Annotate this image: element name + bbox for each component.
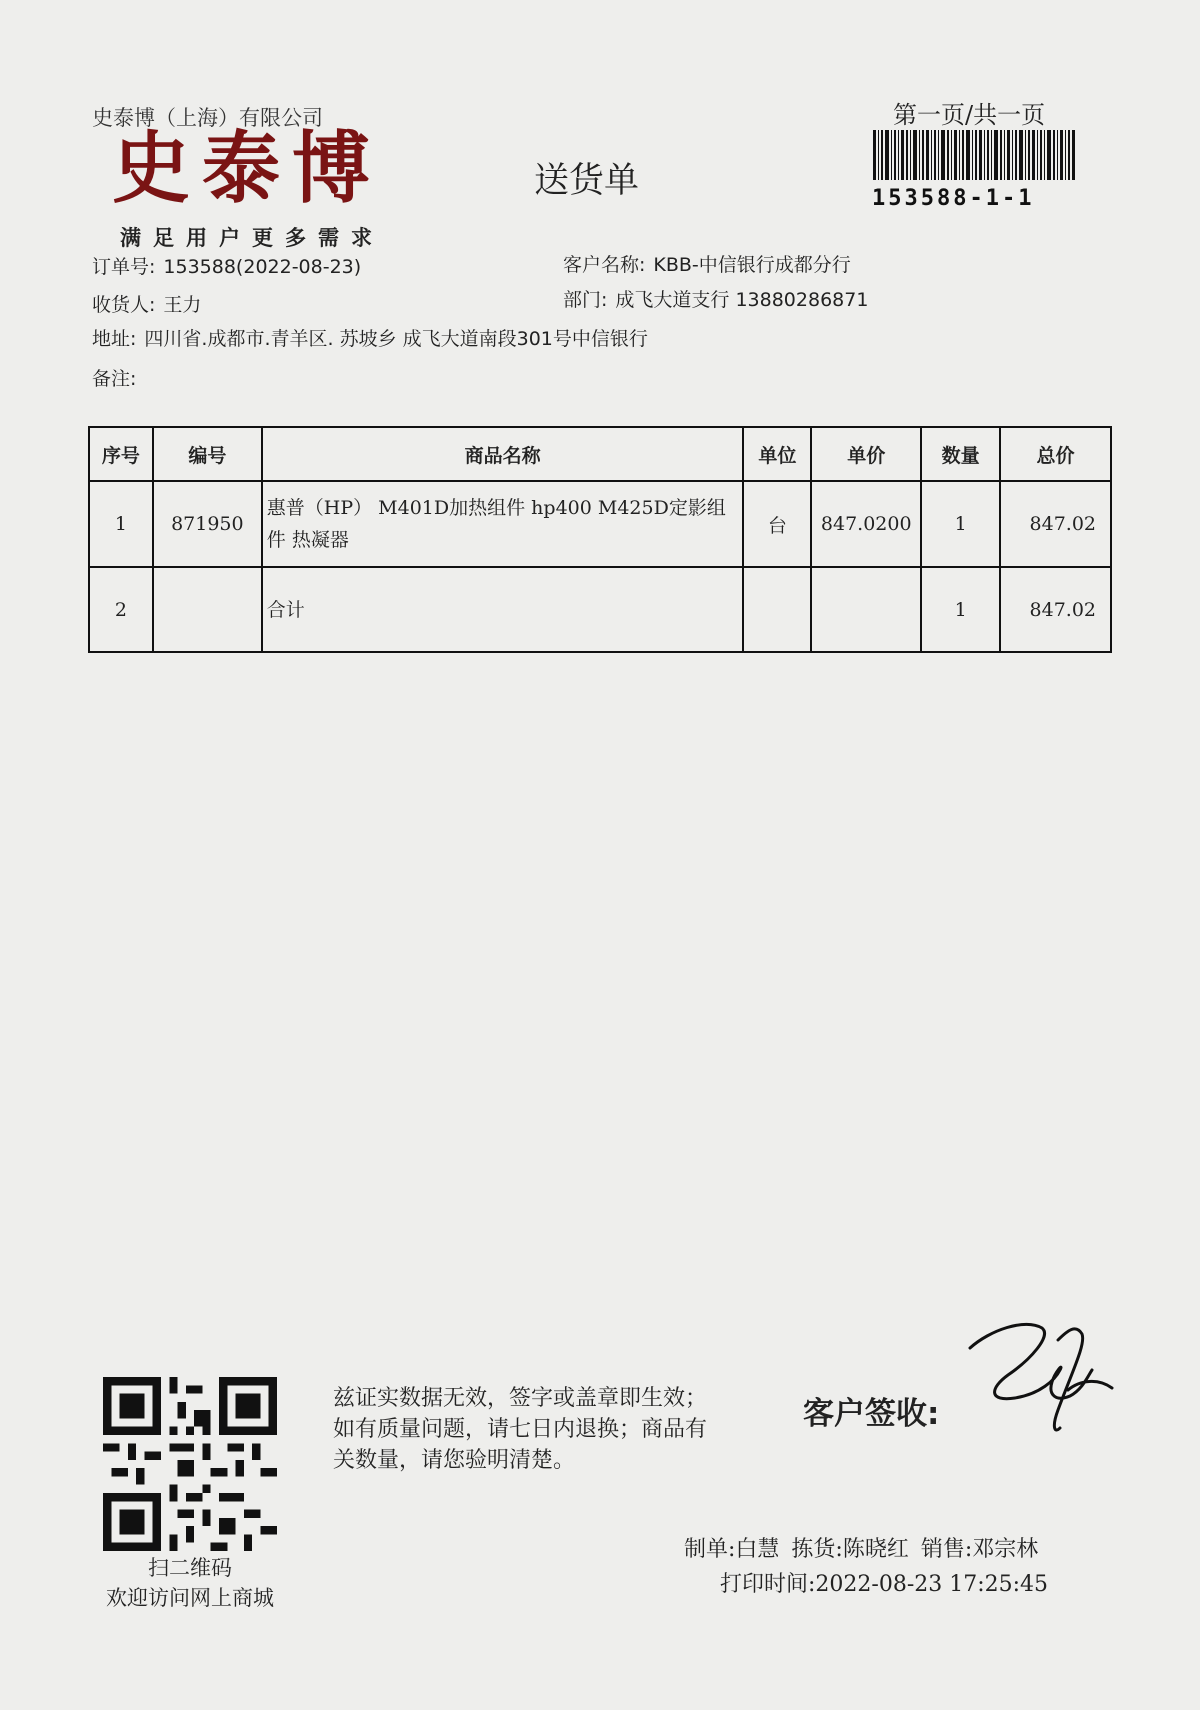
company-name: 史泰博（上海）有限公司 bbox=[92, 106, 323, 130]
table-header-row bbox=[89, 427, 1111, 481]
cell-total: 847.02 bbox=[1000, 481, 1111, 567]
cell-total: 847.02 bbox=[1000, 567, 1111, 652]
remarks-label: 备注: bbox=[92, 368, 137, 390]
qr-caption-line-2: 欢迎访问网上商城 bbox=[106, 1586, 274, 1610]
order-number-label: 订单号: bbox=[92, 256, 156, 278]
cell-code: 871950 bbox=[153, 481, 262, 567]
receiver-field bbox=[92, 290, 201, 317]
remarks-field bbox=[92, 364, 144, 391]
table-row bbox=[89, 567, 1111, 652]
address-label: 地址: bbox=[92, 328, 137, 350]
cell-unit-price bbox=[811, 567, 921, 652]
department-field bbox=[563, 285, 868, 312]
qr-code bbox=[103, 1377, 277, 1551]
cell-seq: 1 bbox=[89, 481, 153, 567]
column-header: 数量 bbox=[921, 427, 1000, 481]
address-field bbox=[92, 324, 648, 351]
page-indicator: 第一页/共一页 bbox=[893, 101, 1046, 129]
staff-line bbox=[684, 1532, 1050, 1563]
column-header: 单价 bbox=[811, 427, 921, 481]
barcode-number: 153588-1-1 bbox=[872, 186, 1035, 211]
picker: 拣货:陈晓红 bbox=[791, 1537, 909, 1562]
column-header: 单位 bbox=[743, 427, 811, 481]
order-number-value: 153588(2022-08-23) bbox=[163, 256, 362, 278]
barcode bbox=[873, 130, 1075, 180]
column-header: 编号 bbox=[153, 427, 262, 481]
department-value: 成飞大道支行 13880286871 bbox=[615, 289, 869, 311]
department-label: 部门: bbox=[563, 289, 608, 311]
order-number-field bbox=[92, 252, 361, 279]
customer-name-label: 客户名称: bbox=[563, 254, 646, 276]
table-row bbox=[89, 481, 1111, 567]
customer-signature-label: 客户签收: bbox=[803, 1396, 940, 1432]
address-value: 四川省.成都市.青羊区. 苏坡乡 成飞大道南段301号中信银行 bbox=[144, 328, 648, 350]
cell-unit: 台 bbox=[743, 481, 811, 567]
column-header: 序号 bbox=[89, 427, 153, 481]
cell-quantity: 1 bbox=[921, 481, 1000, 567]
maker: 制单:白慧 bbox=[684, 1537, 780, 1562]
column-header: 商品名称 bbox=[262, 427, 744, 481]
company-logo: 史泰博 bbox=[112, 123, 383, 214]
items-table bbox=[88, 426, 1112, 653]
cell-product-name: 合计 bbox=[262, 567, 744, 652]
cell-quantity: 1 bbox=[921, 567, 1000, 652]
print-time: 打印时间:2022-08-23 17:25:45 bbox=[720, 1572, 1049, 1597]
customer-name-value: KBB-中信银行成都分行 bbox=[653, 254, 851, 276]
qr-caption-line-1: 扫二维码 bbox=[148, 1556, 232, 1580]
receiver-value: 王力 bbox=[163, 294, 202, 316]
validity-notice: 兹证实数据无效，签字或盖章即生效；如有质量问题，请七日内退换；商品有关数量，请您验明清楚。 bbox=[333, 1386, 708, 1473]
document-title: 送货单 bbox=[534, 161, 640, 201]
sales: 销售:邓宗林 bbox=[920, 1537, 1039, 1562]
customer-name-field bbox=[563, 250, 851, 277]
cell-unit-price: 847.0200 bbox=[811, 481, 921, 567]
customer-signature bbox=[960, 1310, 1120, 1460]
cell-seq: 2 bbox=[89, 567, 153, 652]
column-header: 总价 bbox=[1000, 427, 1111, 481]
cell-product-name: 惠普（HP） M401D加热组件 hp400 M425D定影组件 热凝器 bbox=[262, 481, 744, 567]
company-slogan: 满足用户更多需求 bbox=[120, 226, 384, 250]
cell-code bbox=[153, 567, 262, 652]
cell-unit bbox=[743, 567, 811, 652]
receiver-label: 收货人: bbox=[92, 294, 156, 316]
qr-caption bbox=[90, 1553, 290, 1613]
